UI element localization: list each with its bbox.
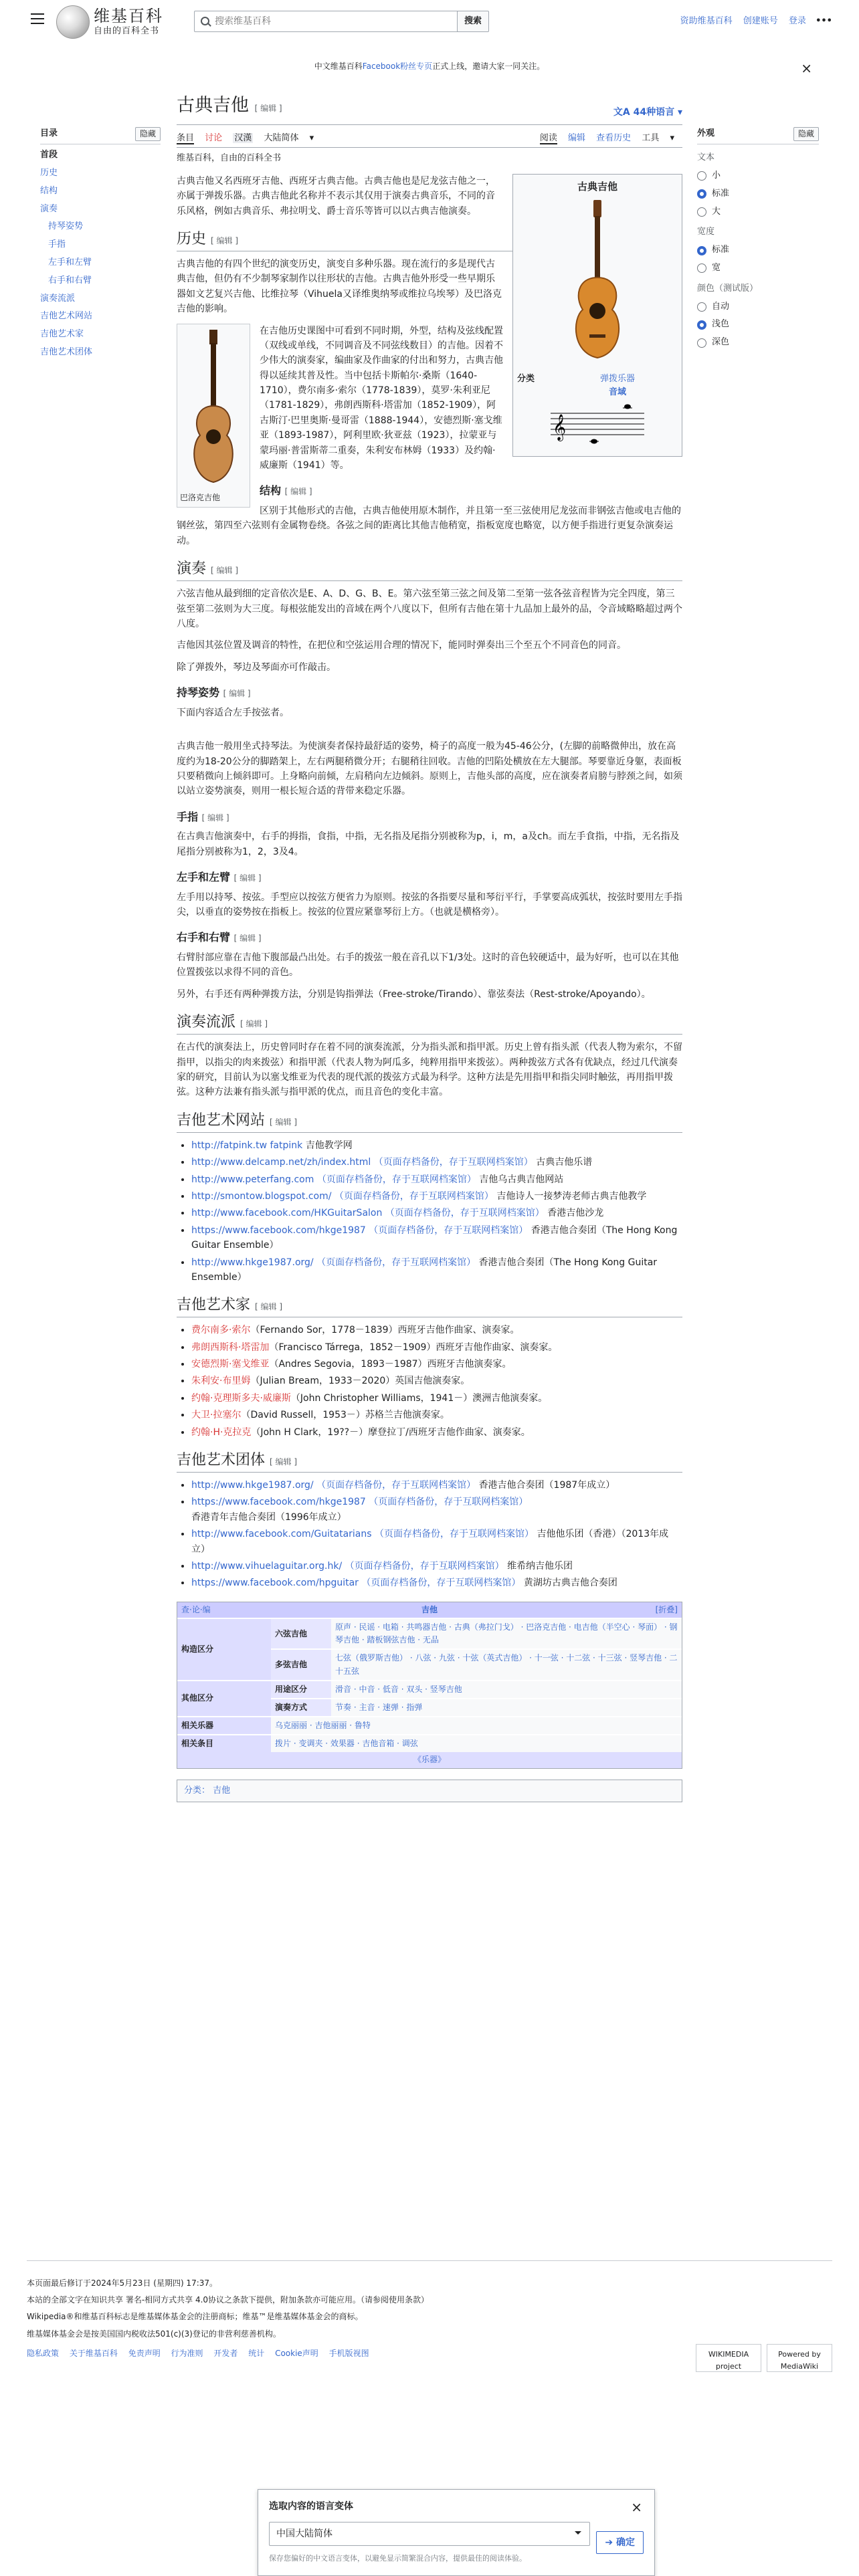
posture-paragraph: 古典吉他一般用坐式持琴法。为使演奏者保持最舒适的姿势，椅子的高度一般为45-46公分，(左脚的前略微伸出，放在高度约为18-20公分的脚踏架上，左右两腿稍微分开；右腿稍往回收。吉他的凹陷处横放在左大腿部。琴要靠近身躯，表面板只要稍微向上倾斜即可。上身略向前倾，左肩稍向左边倾斜。原则上，吉他头部的高度，应在演奏者肩膀与脖颈之间，如须以站立姿势演奏，则用一根长短合适的背带来稳定乐器。	[177, 741, 682, 797]
sites-list	[191, 1138, 682, 1285]
radio-icon	[697, 302, 706, 312]
variant-select[interactable]: 中国大陆简体	[269, 2522, 590, 2546]
section-heading-artists: 吉他艺术家 [ 编辑 ]	[177, 1295, 682, 1317]
tab-history[interactable]: 查看历史	[596, 133, 632, 143]
toc-hide-button[interactable]: 隐藏	[135, 127, 161, 141]
footer-link[interactable]: Cookie声明	[275, 2348, 318, 2358]
section-edit-link[interactable]: [ 编辑 ]	[202, 813, 229, 823]
infobox	[512, 174, 682, 457]
list-item: • 安德烈斯·塞戈维亚（Andres Segovia，1893－1987）西班牙吉他演奏家。	[191, 1357, 682, 1372]
notice-link[interactable]: Facebook粉丝专页	[362, 62, 433, 71]
trademark-text: Wikipedia®和维基百科标志是维基媒体基金会的注册商标；维基™是维基媒体基金会的商标。	[27, 2312, 363, 2322]
radio-color-dark[interactable]: 深色	[697, 336, 819, 350]
radio-text-large[interactable]: 大	[697, 205, 819, 219]
radio-icon	[697, 338, 706, 348]
navbox-list[interactable]: 节奏 · 主音 · 速弹 · 指弹	[331, 1699, 682, 1716]
performance-paragraph: 六弦吉他从最到细的定音依次是E、A、D、G、B、E。第六弦至第三弦之间及第二至第一弦各弦音程皆为完全四度，第三弦至第二弦则为大三度。每根弦能发出的音域在两个八度以下，但所有吉他在第十九品加上最外的品，令音域略略超过两个八度。	[177, 588, 682, 629]
classical-guitar-image[interactable]	[564, 197, 631, 364]
toc-list	[40, 148, 161, 360]
dialog-note: 保存您偏好的中文语言变体，以避免显示简繁混合内容，提供最佳的阅读体验。	[269, 2554, 527, 2563]
list-item: • http://fatpink.tw fatpink 吉他教学网	[191, 1138, 682, 1153]
navbox-header	[177, 1602, 682, 1618]
org-text: 维基媒体基金会是按美国国内税收法501(c)(3)登记的非营利慈善机构。	[27, 2329, 281, 2339]
section-edit-link[interactable]: [ 编辑 ]	[255, 1302, 282, 1311]
intro-paragraph: 古典吉他又名西班牙吉他、西班牙古典吉他。古典吉他也是尼龙弦吉他之一，亦属于弹拨乐器。古典吉他此名称并不表示其仅用于演奏古典音乐，不同的音乐风格，例如古典音乐、弗拉明戈、爵士音乐等皆可以以古典吉他演奏。	[177, 175, 495, 217]
section-edit-link[interactable]: [ 编辑 ]	[234, 934, 262, 943]
section-heading-right-hand: 右手和右臂 [ 编辑 ]	[177, 929, 682, 946]
infobox-value: 弹拨乐器 音域	[599, 373, 635, 398]
section-edit-link[interactable]: [ 编辑 ]	[285, 487, 312, 496]
more-icon[interactable]: •••	[816, 16, 832, 26]
last-edited: 本页面最后修订于2024年5月23日 (星期四) 17:37。	[27, 2278, 218, 2288]
search-input[interactable]	[215, 16, 488, 27]
radio-checked-icon	[697, 320, 706, 330]
section-edit-link[interactable]: [ 编辑 ]	[270, 1117, 297, 1127]
list-item: • https://www.facebook.com/hpguitar （页面存档备份，存于互联网档案馆） 黄湖坊古典吉他合奏团	[191, 1576, 682, 1590]
variant-dialog	[258, 2489, 655, 2576]
list-item: • http://www.facebook.com/HKGuitarSalon （页面存档备份，存于互联网档案馆） 香港吉他沙龙	[191, 1206, 682, 1220]
footer-badges	[696, 2344, 832, 2372]
toc-item[interactable]: 首段	[40, 150, 58, 160]
tab-read[interactable]: 阅读	[539, 133, 557, 143]
navbox-list[interactable]: 原声 · 民谣 · 电箱 · 共鸣器吉他 · 古典（弗拉门戈） · 巴洛克吉他 · 电吉他（半空心 · 琴面） · 钢琴吉他 · 踏板钢弦吉他 · 无品	[331, 1619, 682, 1648]
radio-icon	[697, 207, 706, 217]
navbox-list[interactable]: 七弦（俄罗斯吉他） · 八弦 · 九弦 · 十弦（英式吉他） · 十一弦 · 十二弦 · 十三弦 · 竖琴吉他 · 二十五弦	[331, 1650, 682, 1679]
list-item: • https://www.facebook.com/hkge1987 （页面存档备份，存于互联网档案馆） 香港青年吉他合奏团（1996年成立）	[191, 1495, 682, 1525]
performance-paragraph: 吉他因其弦位置及调音的特性，在把位和空弦运用合理的情况下，能同时弹奏出三个至五个不同音色的同音。	[177, 640, 626, 651]
radio-width-wide[interactable]: 宽	[697, 261, 819, 276]
site-header	[27, 0, 832, 44]
radio-width-standard[interactable]: 标准	[697, 243, 819, 257]
article-content	[177, 94, 682, 1802]
section-heading-fingers: 手指 [ 编辑 ]	[177, 809, 682, 826]
section-edit-link[interactable]: [ 编辑 ]	[240, 1019, 268, 1029]
toc-item[interactable]: 演奏	[40, 203, 58, 214]
list-item: • 费尔南多·索尔（Fernando Sor，1778－1839）西班牙吉他作曲家、演奏家。	[191, 1323, 682, 1337]
radio-icon	[697, 263, 706, 273]
navbox-subgroup-label: 多弦吉他	[271, 1650, 331, 1679]
navbox-group-label: 其他区分	[177, 1681, 271, 1716]
toc-item[interactable]: 结构	[40, 185, 58, 196]
fingers-paragraph: 在古典吉他演奏中，右手的拇指，食指，中指，无名指及尾指分别被称为p，i，m，a及ch。而左手食指，中指，无名指及尾指分别被称为1，2，3及4。	[177, 831, 680, 857]
donate-link[interactable]: 资助维基百科	[680, 16, 733, 26]
wordmark[interactable]	[94, 7, 163, 37]
section-heading-sites: 吉他艺术网站 [ 编辑 ]	[177, 1111, 682, 1133]
section-heading-schools: 演奏流派 [ 编辑 ]	[177, 1012, 682, 1035]
appearance-title: 外观	[697, 128, 715, 139]
notice-text-post: 正式上线，邀请大家一同关注。	[432, 62, 545, 71]
baroque-guitar-image[interactable]	[180, 327, 247, 488]
category-links	[177, 1780, 682, 1803]
section-edit-link[interactable]: [ 编辑 ]	[270, 1457, 297, 1467]
navbox-guitar	[177, 1602, 682, 1769]
list-item: • 约翰·克理斯多夫·威廉斯（John Christopher Williams，1941－）澳洲吉他演奏家。	[191, 1391, 682, 1406]
list-item: • https://www.facebook.com/hkge1987 （页面存档备份，存于互联网档案馆） 香港吉他合奏团（The Hong Kong Guitar Ensemble）	[191, 1223, 682, 1253]
toc-item[interactable]: 吉他艺术团体	[40, 346, 93, 357]
appearance-panel	[697, 127, 819, 354]
search-box	[194, 11, 488, 32]
list-item: • 朱利安·布里姆（Julian Bream，1933－2020）英国吉他演奏家。	[191, 1374, 682, 1388]
license-text: 本站的全部文字在知识共享 署名-相同方式共享 4.0协议之条款下提供，附加条款亦可能应用。（请参阅使用条款）	[27, 2295, 430, 2305]
footer-link[interactable]: 关于维基百科	[69, 2348, 118, 2358]
schools-paragraph: 在古代的演奏法上，历史曾同时存在着不同的演奏流派，分为指头派和指甲派。历史上曾有指头派（代表人物为索尔，不留指甲，以指尖的肉来拨弦）和指甲派（代表人物为阿瓜多，纯粹用指甲来拨弦）。两种拨弦方式各有优缺点，经过几代演奏家的研究，目前认为以塞戈维亚为代表的现代派的拨弦方式最为科学。这种方法是先用指甲和指尖同时触弦，再用指甲拨弦。这种方法兼有指头派与指甲派的优点，而且音色的变化丰富。	[177, 1042, 682, 1098]
section-edit-link[interactable]: [ 编辑 ]	[211, 566, 238, 575]
personal-tools	[672, 15, 832, 29]
infobox-key: 分类	[517, 373, 535, 384]
groups-list	[191, 1478, 682, 1591]
navbox-title[interactable]: 吉他	[421, 1604, 438, 1614]
appearance-header	[697, 127, 819, 144]
history-paragraph: 古典吉他的有四个世纪的演变历史，演变自多种乐器。现在流行的多是现代古典吉他，但仍有不少制琴家制作以往形状的吉他。古典吉他外形受一些早期乐器如文艺复兴吉他、比维拉琴（Vihuela又译维奥纳琴或维拉乌埃琴）及巴洛克吉他的影响。	[177, 258, 502, 315]
footer-link[interactable]: 免责声明	[128, 2348, 161, 2358]
table-of-contents	[40, 127, 161, 364]
navbox-list[interactable]: 乌克丽丽 · 吉他丽丽 · 鲁特	[271, 1717, 682, 1734]
infobox-row	[517, 372, 678, 401]
radio-checked-icon	[697, 246, 706, 255]
toc-title: 目录	[40, 128, 58, 139]
section-edit-link[interactable]: [ 编辑 ]	[223, 689, 251, 698]
title-edit-link[interactable]: [ 编辑 ]	[255, 104, 282, 113]
navbox-footer[interactable]: 《乐器》	[177, 1752, 682, 1767]
navbox-collapse-button[interactable]: [折叠]	[655, 1604, 678, 1614]
tab-edit[interactable]: 编辑	[568, 133, 586, 143]
history-paragraph-2: 在吉他历史课图中可看到不同时期，外型，结构及弦线配置（双线或单线，不同调音及不同弦线数目）的吉他。因着不少伟大的演奏家，编曲家及作曲家的付出和努力，古典吉他得以延续其普及性。当中包括卡斯帕尔·桑斯（1640-1710），费尔南多·索尔（1778-1839），莫罗·朱利亚尼（1781-1829），弗朗西斯科·塔雷加（1852-1909），阿古斯汀·巴里奥斯·曼哥雷（1888-1944），安德烈斯·塞戈维亚（1893-1987），阿利里欧·狄亚兹（1923），拉蒙亚与蒙玛丽·普雷斯蒂二重奏，朱利安布林姆（1933）及约翰·威廉斯（1941）等。	[260, 325, 503, 471]
section-edit-link[interactable]: [ 编辑 ]	[211, 236, 238, 245]
right-hand-paragraph: 另外，右手还有两种弹拨方法，分别是钩指弹法（Free-stroke/Tirando）、靠弦奏法（Rest-stroke/Apoyando）。	[177, 988, 651, 1000]
main-menu-icon[interactable]	[31, 13, 44, 24]
tab-article[interactable]: 条目	[177, 133, 195, 143]
wikimedia-badge[interactable]: WIKIMEDIA project	[696, 2344, 761, 2372]
width-label: 宽度	[697, 227, 715, 237]
navbox-group	[177, 1680, 682, 1716]
radio-color-auto[interactable]: 自动	[697, 300, 819, 314]
section-heading-performance: 演奏 [ 编辑 ]	[177, 559, 682, 581]
footer-link[interactable]: 手机版视图	[328, 2348, 369, 2358]
svg-text:𝄞: 𝄞	[553, 414, 567, 441]
navbox-subgroup-label: 演奏方式	[271, 1699, 331, 1716]
navbox-group-label: 构造区分	[177, 1619, 271, 1680]
toc-header	[40, 127, 161, 144]
radio-text-small[interactable]: 小	[697, 169, 819, 183]
appearance-hide-button[interactable]: 隐藏	[793, 127, 819, 141]
wordmark-title: 维基百科	[94, 7, 163, 25]
search-button[interactable]: 搜索	[457, 11, 489, 32]
tab-tools[interactable]: 工具 ▾	[642, 133, 674, 143]
tab-talk[interactable]: 讨论	[205, 133, 223, 143]
navbox-group	[177, 1734, 682, 1752]
site-subtitle: 维基百科，自由的百科全书	[177, 153, 282, 163]
radio-color-light[interactable]: 浅色	[697, 318, 819, 332]
footer-link[interactable]: 隐私政策	[27, 2348, 60, 2358]
section-edit-link[interactable]: [ 编辑 ]	[234, 873, 262, 883]
page-tabs	[177, 129, 682, 148]
page-title: 古典吉他 [ 编辑 ] 文A 44种语言 ▾	[177, 94, 682, 125]
list-item: • http://www.hkge1987.org/ （页面存档备份，存于互联网档案馆） 香港吉他合奏团（1987年成立）	[191, 1478, 682, 1493]
tab-variant-select[interactable]: 大陆简体 ▾	[264, 133, 314, 143]
toc-item[interactable]: 右手和右臂	[48, 275, 92, 286]
language-button[interactable]: 文A 44种语言 ▾	[613, 107, 682, 118]
section-heading-left-hand: 左手和左臂 [ 编辑 ]	[177, 869, 682, 886]
footer-link[interactable]: 行为准则	[171, 2348, 203, 2358]
list-item: • 大卫·拉塞尔（David Russell，1953－）苏格兰吉他演奏家。	[191, 1408, 682, 1422]
close-icon[interactable]: ×	[631, 2499, 642, 2515]
section-heading-groups: 吉他艺术团体 [ 编辑 ]	[177, 1451, 682, 1473]
navbox-subgroup-label: 六弦吉他	[271, 1619, 331, 1648]
toc-item[interactable]: 左手和左臂	[48, 257, 92, 267]
wordmark-tagline: 自由的百科全书	[94, 26, 160, 36]
baroque-guitar-figure	[177, 324, 250, 508]
navbox-vte-links[interactable]: 查·论·编	[181, 1604, 211, 1614]
site-notice	[27, 60, 832, 76]
toc-item[interactable]: 持琴姿势	[48, 221, 84, 232]
list-item: • http://www.peterfang.com （页面存档备份，存于互联网档案馆） 吉他乌古典吉他网站	[191, 1172, 682, 1187]
navbox-list[interactable]: 滑音 · 中音 · 低音 · 双头 · 竖琴吉他	[331, 1681, 682, 1698]
list-item: • http://www.facebook.com/Guitatarians （页面存档备份，存于互联网档案馆） 吉他他乐团（香港）（2013年成立）	[191, 1527, 682, 1557]
section-heading-structure: 结构 [ 编辑 ]	[177, 482, 682, 500]
close-icon[interactable]: ×	[801, 60, 812, 76]
posture-paragraph: 下面内容适合左手按弦者。	[177, 707, 289, 718]
navbox-group	[177, 1716, 682, 1734]
list-item: • http://www.hkge1987.org/ （页面存档备份，存于互联网档案馆） 香港吉他合奏团（The Hong Kong Guitar Ensemble）	[191, 1255, 682, 1285]
category-link[interactable]: 吉他	[213, 1785, 231, 1796]
notice-text-pre: 中文维基百科	[314, 62, 363, 71]
toc-item[interactable]: 吉他艺术家	[40, 329, 84, 340]
structure-paragraph: 区别于其他形式的吉他，古典吉他使用原木制作，并且第一至三弦使用尼龙弦而非钢弦吉他或电吉他的钢丝弦，第四至六弦则有金属物卷绕。各弦之间的距离比其他吉他稍宽，指板宽度也略宽，以方便手指进行更复杂演奏运动。	[177, 506, 681, 546]
dialog-title: 选取内容的语言变体	[269, 2501, 353, 2512]
radio-text-standard[interactable]: 标准	[697, 187, 819, 201]
text-size-label: 文本	[697, 152, 715, 163]
list-item: • http://www.delcamp.net/zh/index.html （页面存档备份，存于互联网档案馆） 古典吉他乐谱	[191, 1155, 682, 1170]
create-account-link[interactable]: 创建账号	[743, 16, 778, 26]
radio-icon	[697, 171, 706, 181]
navbox-list[interactable]: 拨片 · 变调夹 · 效果器 · 吉他音箱 · 调弦	[271, 1735, 682, 1752]
list-item: • http://www.vihuelaguitar.org.hk/ （页面存档备份，存于互联网档案馆） 维希纳吉他乐团	[191, 1559, 682, 1574]
confirm-button[interactable]: ➔ 确定	[596, 2531, 644, 2554]
navbox-group-label: 相关乐器	[177, 1717, 271, 1734]
wikipedia-globe-logo[interactable]	[56, 5, 90, 39]
navbox-subgroup-label: 用途区分	[271, 1681, 331, 1698]
list-item: • http://smontow.blogspot.com/ （页面存档备份，存于互联网档案馆） 吉他诗人一接梦涛老师古典吉他教学	[191, 1189, 682, 1204]
categories-label[interactable]: 分类：	[184, 1785, 211, 1796]
list-item: • 约翰·H·克拉克（John H Clark，19??－）摩登拉丁/西班牙吉他作曲家、演奏家。	[191, 1425, 682, 1440]
navbox-group	[177, 1618, 682, 1680]
section-heading-posture: 持琴姿势 [ 编辑 ]	[177, 684, 682, 702]
range-notation-image[interactable]	[547, 400, 648, 447]
mediawiki-badge[interactable]: Powered by MediaWiki	[767, 2344, 832, 2372]
page-footer	[27, 2260, 832, 2371]
toc-item[interactable]: 手指	[48, 239, 66, 250]
footer-link[interactable]: 开发者	[213, 2348, 238, 2358]
toc-item[interactable]: 演奏流派	[40, 293, 76, 304]
section-heading-history: 历史 [ 编辑 ]	[177, 229, 682, 251]
toc-item[interactable]: 吉他艺术网站	[40, 311, 93, 322]
infobox-title: 古典吉他	[577, 180, 617, 193]
left-hand-paragraph: 左手用以持琴、按弦。手型应以按弦方便省力为原则。按弦的各指要尽量和琴衍平行，手掌要高成弧状，按弦时要用左手指尖，以垂直的姿势按在指板上。按弦的位置应紧靠琴衍上方。（也就是横格旁）。	[177, 891, 682, 918]
performance-paragraph: 除了弹拨外，琴边及琴面亦可作敲击。	[177, 661, 336, 673]
search-icon	[195, 11, 215, 31]
footer-link[interactable]: 统计	[248, 2348, 265, 2358]
navbox-group-label: 相关条目	[177, 1735, 271, 1752]
right-hand-paragraph: 右臂肘部应靠在吉他下腹部最凸出处。右手的拨弦一般在音孔以下1/3处。这时的音色较硬适中，最为好听，也可以在其他位置拨弦以求得不同的音色。	[177, 952, 679, 978]
login-link[interactable]: 登录	[788, 16, 806, 26]
color-label: 颜色（测试版）	[697, 283, 759, 294]
tab-variant-toggle[interactable]: 汉漢	[234, 133, 252, 143]
toc-item[interactable]: 历史	[40, 167, 58, 178]
artists-list	[191, 1323, 682, 1440]
figure-caption: 巴洛克吉他	[180, 492, 221, 502]
list-item: • 弗朗西斯科·塔雷加（Francisco Tárrega，1852－1909）西班牙吉他作曲家、演奏家。	[191, 1340, 682, 1355]
radio-checked-icon	[697, 189, 706, 199]
